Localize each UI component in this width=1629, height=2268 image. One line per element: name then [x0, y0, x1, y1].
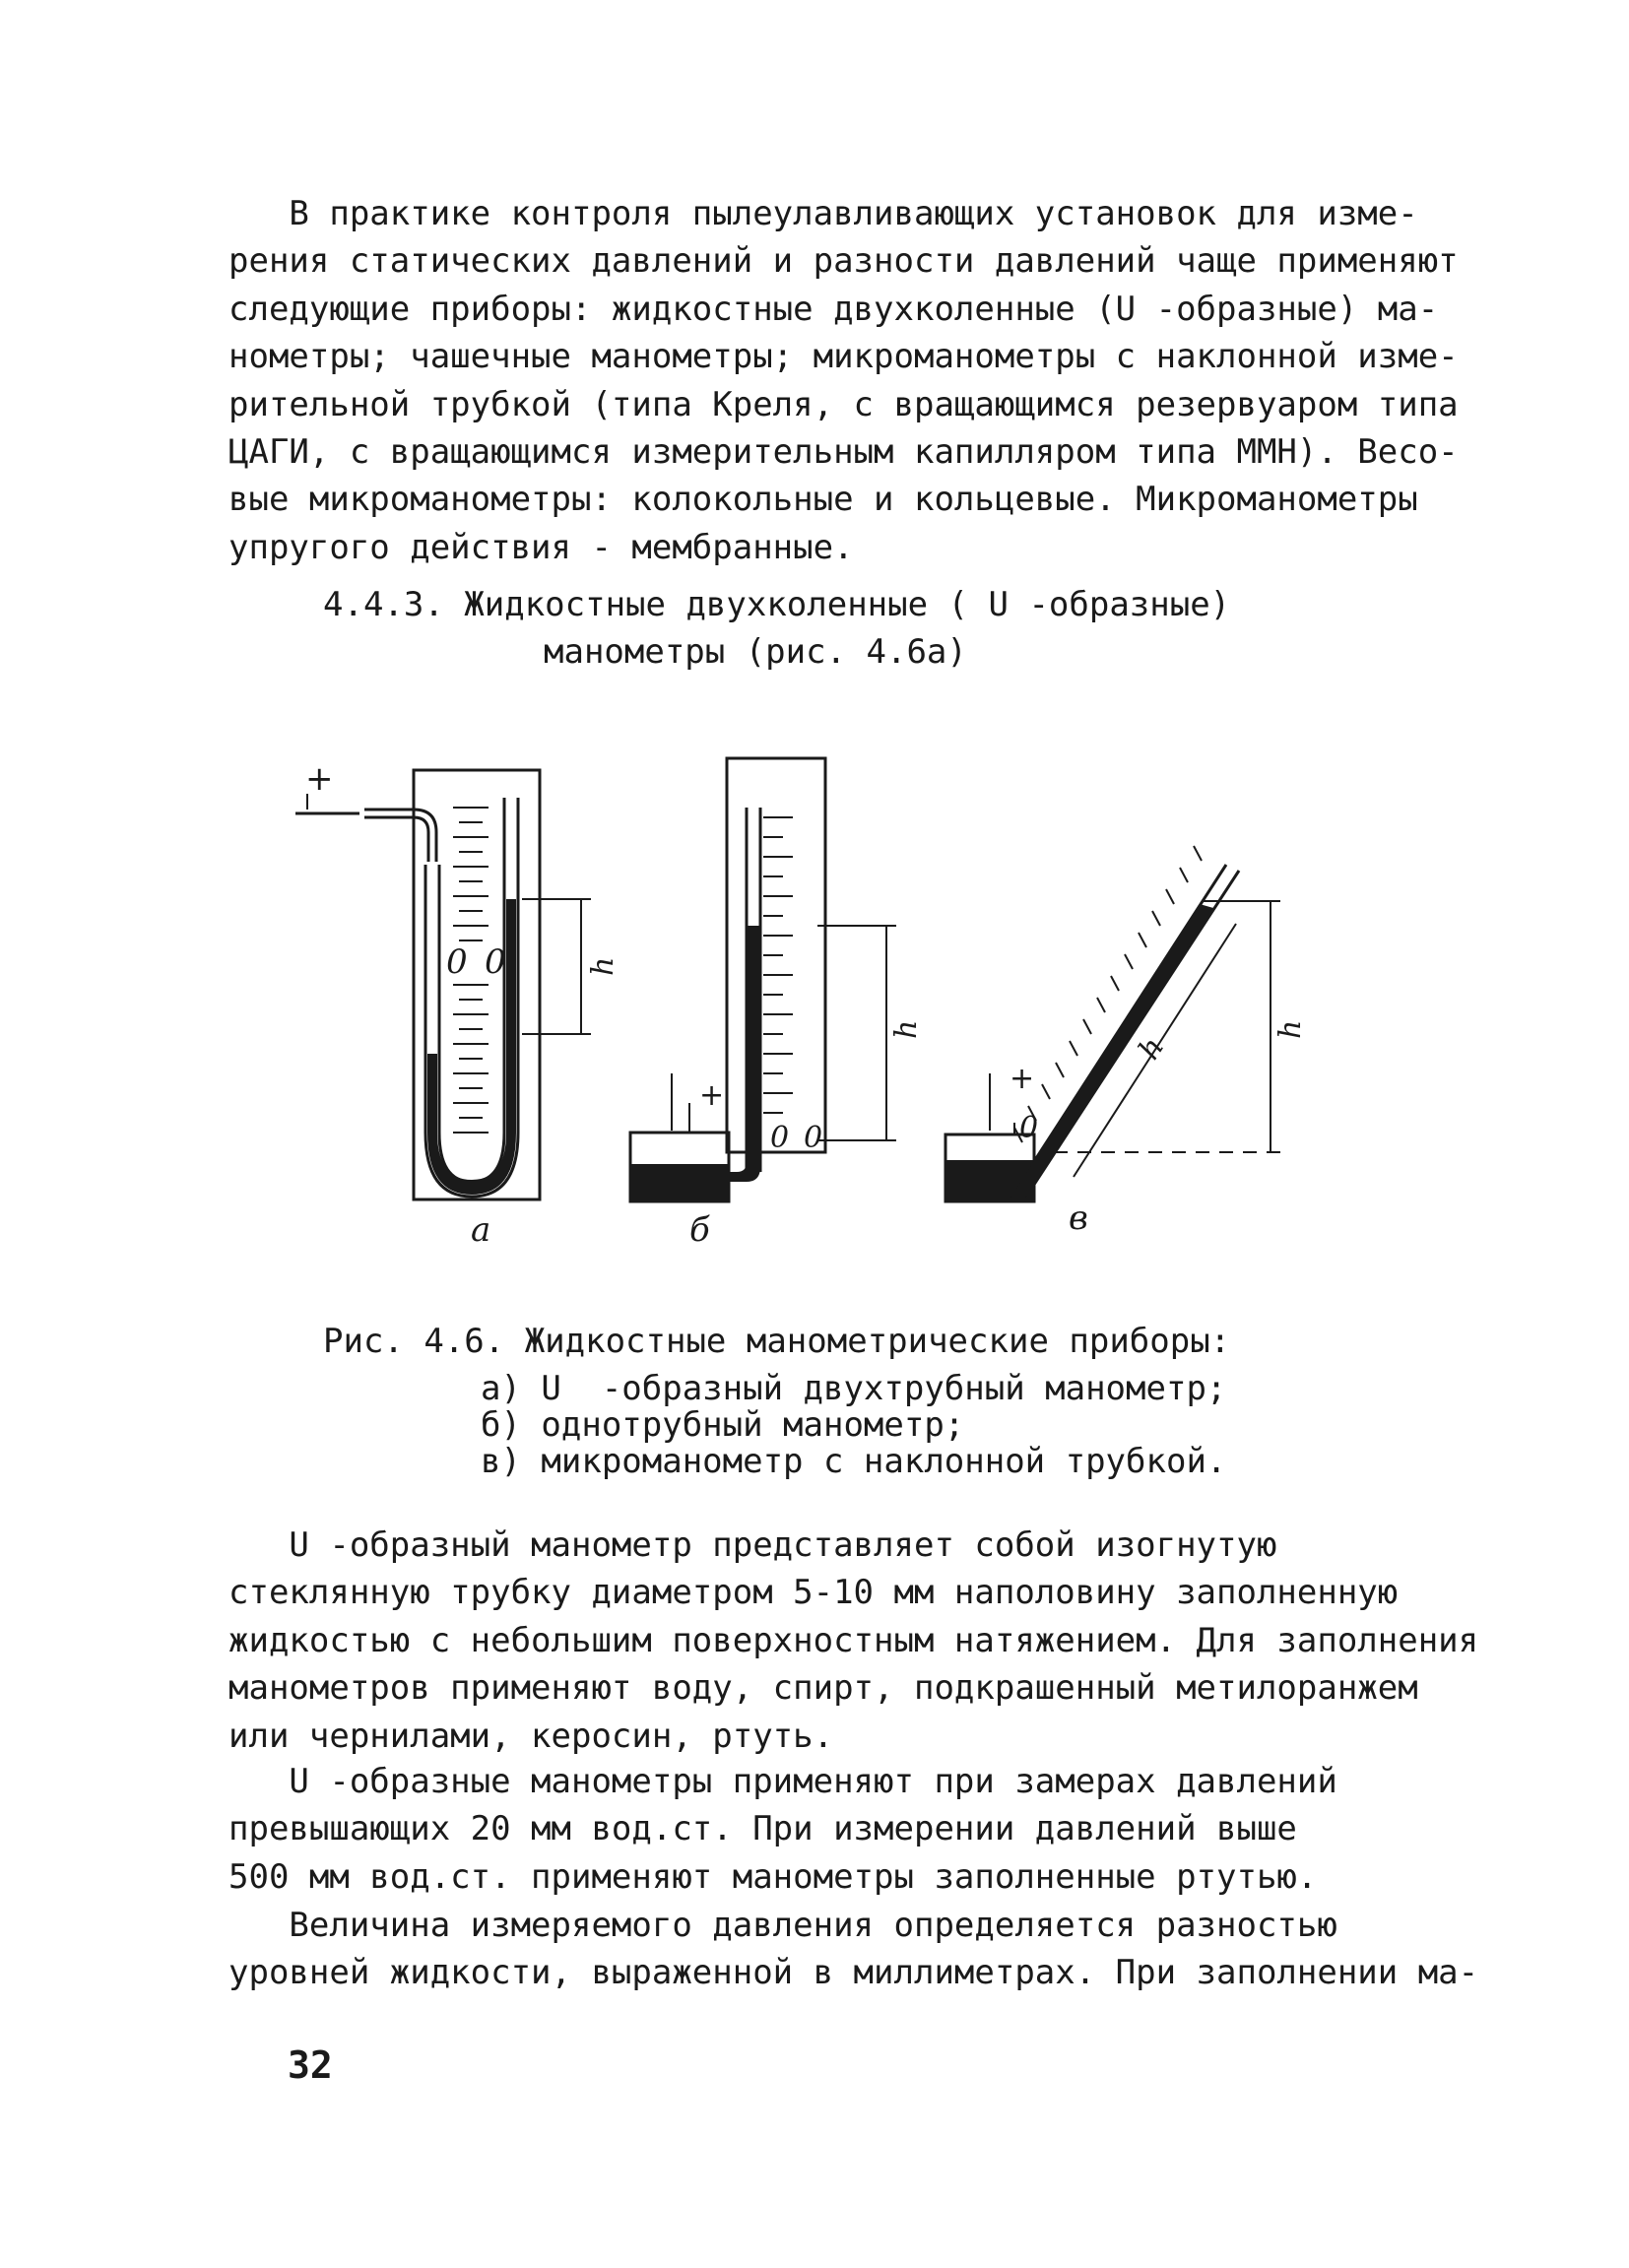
inclined-zero-label: 0 — [1019, 1111, 1039, 1145]
intro-line-7: вые микроманометры: колокольные и кольцевые. Микроманометры — [228, 480, 1418, 519]
single-h-label: h — [889, 1019, 924, 1039]
single-zero-right: 0 — [804, 1121, 823, 1155]
single-zero-left: 0 — [770, 1121, 790, 1155]
body-line-4: манометров применяют воду, спирт, подкрашенный метилоранжем — [228, 1668, 1418, 1708]
body-line-1: U -образный манометр представляет собой изогнутую — [228, 1525, 1277, 1565]
figure-caption-item-a: а) U -образный двухтрубный манометр; — [481, 1369, 1227, 1408]
intro-line-3: следующие приборы: жидкостные двухколенные (U -образные) ма- — [228, 290, 1439, 329]
u-h-label: h — [586, 956, 620, 976]
single-plus-label: + — [699, 1078, 725, 1113]
body-line-7: превышающих 20 мм вод.ст. При измерении давлений выше — [228, 1809, 1297, 1848]
figure-caption-item-b: б) однотрубный манометр; — [481, 1405, 965, 1445]
inclined-tube-liquid — [1010, 904, 1213, 1199]
inclined-h-label: h — [1273, 1019, 1308, 1039]
intro-line-4: нометры; чашечные манометры; микроманометры с наклонной изме- — [228, 337, 1459, 376]
body-line-6: U -образные манометры применяют при замерах давлений — [228, 1762, 1337, 1801]
figure-label-a: а — [471, 1210, 491, 1250]
single-tube-liquid — [727, 926, 760, 1182]
intro-line-1: В практике контроля пылеулавливающих установок для изме- — [228, 194, 1418, 233]
u-zero-right: 0 — [485, 942, 506, 982]
figure-label-b: б — [689, 1210, 710, 1250]
intro-line-8: упругого действия - мембранные. — [228, 528, 854, 567]
manometer-figure-svg — [256, 748, 1438, 1280]
intro-line-2: рения статических давлений и разности давлений чаще применяют — [228, 241, 1459, 281]
section-heading-line-2: манометры (рис. 4.6а) — [544, 632, 967, 672]
body-line-2: стеклянную трубку диаметром 5-10 мм наполовину заполненную — [228, 1573, 1399, 1612]
intro-line-5: рительной трубкой (типа Креля, с вращающимся резервуаром типа — [228, 385, 1459, 424]
u-zero-left: 0 — [446, 942, 468, 982]
body-line-3: жидкостью с небольшим поверхностным натяжением. Для заполнения — [228, 1621, 1479, 1660]
u-manometer-inlet-pipe — [364, 817, 428, 862]
body-line-9: Величина измеряемого давления определяется разностью — [228, 1906, 1337, 1945]
body-line-10: уровней жидкости, выраженной в миллиметрах. При заполнении ма- — [228, 1953, 1479, 1992]
section-heading-line-1: 4.4.3. Жидкостные двухколенные ( U -образные) — [323, 585, 1231, 624]
body-line-8: 500 мм вод.ст. применяют манометры заполненные ртутью. — [228, 1857, 1318, 1897]
single-reservoir-liquid — [630, 1164, 729, 1201]
body-line-5: или чернилами, керосин, ртуть. — [228, 1717, 834, 1756]
single-scale-ticks — [763, 817, 793, 1113]
figure-caption-item-v: в) микроманометр с наклонной трубкой. — [481, 1442, 1227, 1481]
page-number: 32 — [288, 2043, 333, 2087]
manometer-figure — [256, 748, 1438, 1280]
figure-label-v: в — [1069, 1199, 1088, 1238]
inclined-length-label: h — [1132, 1031, 1172, 1067]
inclined-tube-upper-wall — [1024, 871, 1239, 1199]
inclined-plus-label: + — [1010, 1062, 1035, 1096]
u-plus-label: + — [305, 759, 334, 799]
intro-line-6: ЦАГИ, с вращающимся измерительным капилляром типа ММН). Весо- — [228, 432, 1459, 472]
inclined-scale-ticks — [1014, 846, 1202, 1142]
figure-caption-title: Рис. 4.6. Жидкостные манометрические приборы: — [323, 1322, 1231, 1361]
